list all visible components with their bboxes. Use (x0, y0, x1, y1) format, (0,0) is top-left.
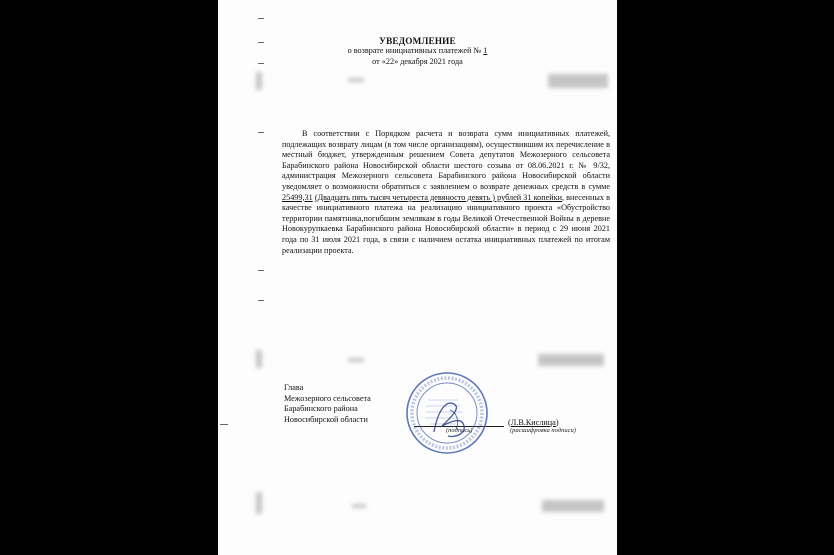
scan-artifact (220, 424, 228, 425)
scan-artifact (348, 78, 364, 82)
scan-artifact (542, 500, 604, 512)
signature-caption: (подпись) (446, 427, 473, 434)
signature-name: (Л.В.Кислица) (508, 418, 559, 427)
scan-artifact (258, 270, 264, 271)
body-text-part1: В соответствии с Порядком расчета и возврата сумм инициативных платежей, подлежащих возврату лицам (в том числе организациям), осуществившим их перечисление в местный бюджет, утвержденным решением Совета депутатов Межозерного сельсовета Барабинского района Новосибирской области шестого созыва от 08.06.2021 г. № 9/32, администрация Межозерного сельсовета Барабинского района Новосибирской области уведомляет о возможности обратиться с заявлением о возврате денежных средств в сумме (282, 129, 610, 191)
notice-number: 1 (483, 46, 488, 55)
scan-artifact (256, 350, 262, 368)
name-caption: (расшифровка подписи) (510, 427, 576, 434)
signatory-line: Межозерного сельсовета (284, 393, 371, 403)
body-text-part2: , внесенных в качестве инициативного платежа на реализацию инициативного проекта «Обустройство территории памятника,погибшим землякам в годы Великой Отечественной Войны в деревне Новокурупкаевка Барабинского района Новосибирской области» в период с 29 июня 2021 года по 31 июля 2021 года, в связи с наличием остатка инициативных платежей по итогам реализации проекта. (282, 192, 610, 255)
document-page (218, 0, 617, 555)
amount-figures: 25499,31 (282, 192, 313, 202)
subtitle-text: о возврате инициативных платежей № (347, 46, 482, 55)
signatory-line: Барабинского района (284, 404, 358, 414)
scan-artifact (538, 354, 604, 366)
scan-artifact (256, 72, 262, 90)
document-subtitle (218, 46, 617, 55)
official-stamp-icon (404, 370, 490, 456)
document-title: УВЕДОМЛЕНИЕ (379, 36, 456, 46)
signatory-line: Новосибирской области (284, 414, 368, 424)
scan-artifact (348, 358, 364, 362)
scan-artifact (352, 504, 366, 508)
scan-artifact (256, 492, 262, 514)
scan-artifact (258, 300, 264, 301)
signatory-line: Глава (284, 383, 304, 392)
signature-name-text: Л.В.Кислица (510, 418, 556, 427)
notice-body (282, 129, 610, 256)
amount-words: (Двадцать пять тысяч четыреста девяносто девять ) рублей 31 копейки (314, 192, 562, 202)
signatory-block (284, 383, 371, 425)
scan-artifact (258, 132, 264, 133)
scan-artifact (548, 74, 608, 88)
scan-artifact (258, 18, 264, 19)
document-date: от «22» декабря 2021 года (372, 57, 463, 66)
